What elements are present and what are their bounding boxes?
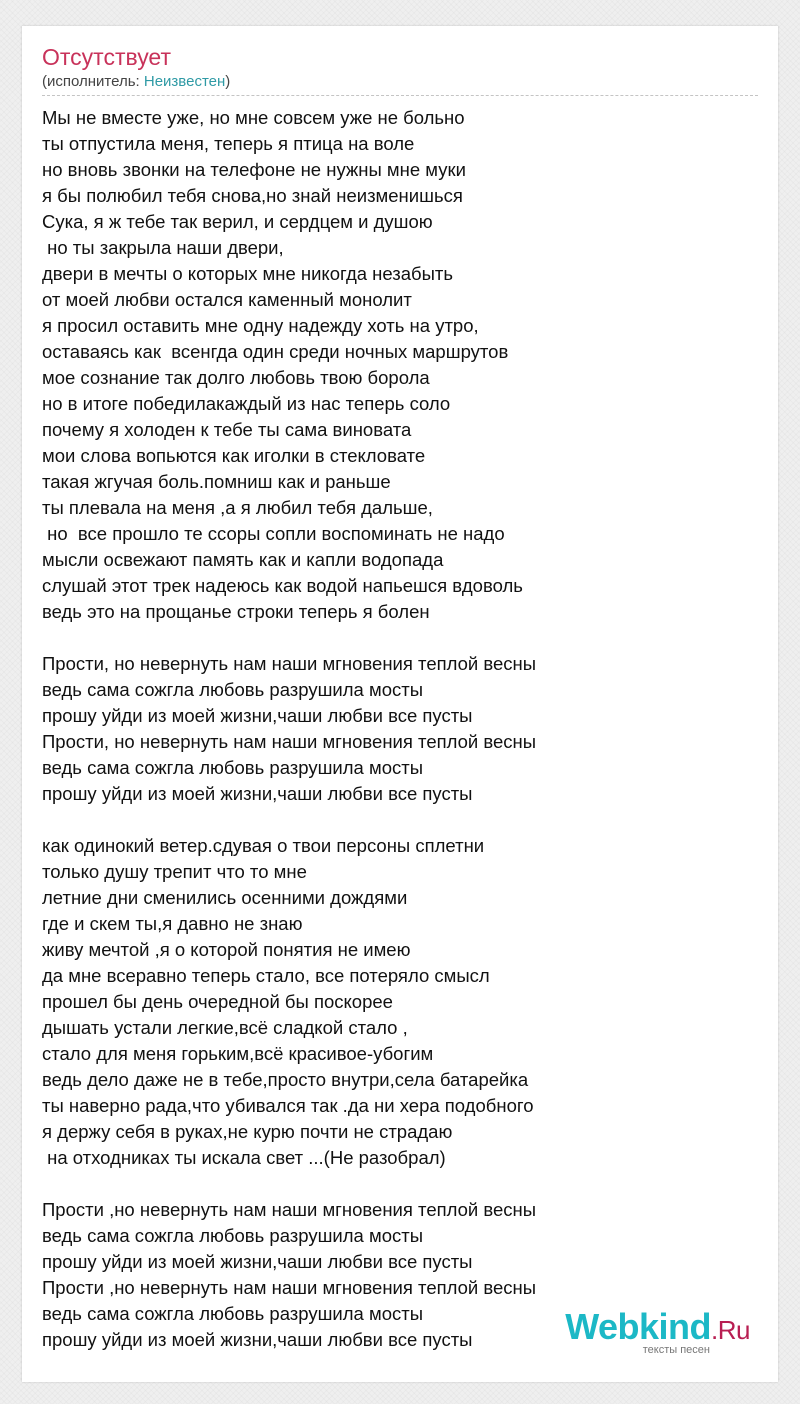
divider	[42, 95, 758, 96]
logo-main-text: Webkind	[565, 1306, 712, 1347]
logo-tagline: тексты песен	[642, 1344, 710, 1356]
logo-suffix: .Ru	[711, 1315, 750, 1345]
logo-wordmark	[565, 1308, 750, 1349]
artist-line	[42, 72, 230, 92]
artist-suffix: )	[225, 73, 231, 90]
lyrics-card	[22, 26, 778, 1382]
song-title: Отсутствует	[42, 44, 171, 70]
site-logo[interactable]	[565, 1308, 750, 1356]
artist-link[interactable]: Неизвестен	[143, 73, 226, 90]
lyrics-text: Мы не вместе уже, но мне совсем уже не больно ты отпустила меня, теперь я птица на воле но вновь звонки на телефоне не нужны мне муки я бы полюбил тебя снова,но знай неизменишься Сука, я ж тебе так верил, и сердцем и душою но ты закрыла наши двери, двери в мечты о которых мне никогда незабыть от моей любви остался каменный монолит я просил оставить мне одну надежду хоть на утро, оставаясь как всенгда один среди ночных маршрутов мое сознание так долго любовь твою борола но в итоге победилакаждый из нас теперь соло почему я холоден к тебе ты сама виновата мои слова вопьются как иголки в стекловате такая жгучая боль.помниш как и раньше ты плевала на меня ,а я любил тебя дальше, но все прошло те ссоры сопли воспоминать не надо мысли освежают память как и капли водопада слушай этот трек надеюсь как водой напьешся вдоволь ведь это на прощанье строки теперь я болен Прости, но невернуть нам наши мгновения теплой весны ведь сама сожгла любовь разрушила мосты прошу уйди из моей жизни,чаши любви все пусты Прости, но невернуть нам наши мгновения теплой весны ведь сама сожгла любовь разрушила мосты прошу уйди из моей жизни,чаши любви все пусты как одинокий ветер.сдувая о твои персоны сплетни только душу трепит что то мне летние дни сменились осенними дождями где и скем ты,я давно не знаю живу мечтой ,я о которой понятия не имею да мне всеравно теперь стало, все потеряло смысл прошел бы день очередной бы поскорее дышать устали легкие,всё сладкой стало , стало для меня горьким,всё красивое-убогим ведь дело даже не в тебе,просто внутри,села батарейка ты наверно рада,что убивался так .да ни хера подобного я держу себя в руках,не курю почти не страдаю на отходниках ты искала свет ...(Не разобрал) Прости ,но невернуть нам наши мгновения теплой весны ведь сама сожгла любовь разрушила мосты прошу уйди из моей жизни,чаши любви все пусты Прости ,но невернуть нам наши мгновения теплой весны ведь сама сожгла любовь разрушила мосты прошу уйди из моей жизни,чаши любви все пусты	[42, 107, 537, 1350]
artist-prefix: (исполнитель:	[42, 73, 144, 90]
